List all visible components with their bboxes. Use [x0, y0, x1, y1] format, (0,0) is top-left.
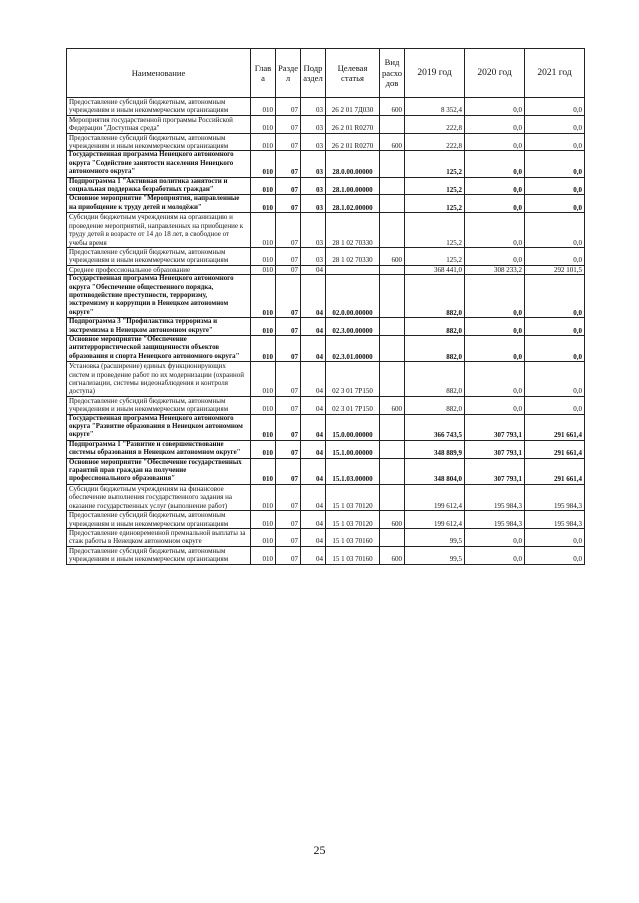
- row-name: Основное мероприятие "Обеспечение государственных гарантий прав граждан на получение профессионального образования": [67, 458, 251, 484]
- table-row: [67, 98, 585, 116]
- row-2021: 291 661,4: [525, 458, 585, 484]
- table-row: [67, 133, 585, 151]
- row-vid: [380, 195, 405, 213]
- row-2019: 348 889,9: [405, 440, 465, 458]
- row-glava: 010: [251, 98, 276, 116]
- header-podrazdel: Подр аздел: [301, 49, 326, 98]
- row-podrazdel: 03: [301, 213, 326, 248]
- row-name: Субсидии бюджетным учреждениям на финансовое обеспечение выполнения государственного задания на оказание государственных услуг (выполнение работ): [67, 484, 251, 510]
- row-podrazdel: 04: [301, 265, 326, 274]
- row-podrazdel: 03: [301, 151, 326, 177]
- row-2019: 8 352,4: [405, 98, 465, 116]
- row-target: 28.0.00.00000: [326, 151, 380, 177]
- row-glava: 010: [251, 133, 276, 151]
- table-row: [67, 213, 585, 248]
- row-target: 28 1 02 70330: [326, 213, 380, 248]
- table-row: [67, 247, 585, 265]
- table-row: [67, 528, 585, 546]
- table-row: [67, 177, 585, 195]
- row-2021: 0,0: [525, 151, 585, 177]
- table-row: [67, 115, 585, 133]
- row-razdel: 07: [276, 195, 301, 213]
- header-vid: Вид расхо дов: [380, 49, 405, 98]
- row-vid: 600: [380, 511, 405, 529]
- row-2020: 0,0: [465, 247, 525, 265]
- row-glava: 010: [251, 151, 276, 177]
- page-number: 25: [313, 843, 326, 857]
- row-2019: 99,5: [405, 546, 465, 564]
- row-2019: 125,2: [405, 151, 465, 177]
- row-podrazdel: 04: [301, 440, 326, 458]
- row-podrazdel: 03: [301, 247, 326, 265]
- row-podrazdel: 04: [301, 414, 326, 440]
- row-2020: 0,0: [465, 195, 525, 213]
- row-2020: 0,0: [465, 335, 525, 361]
- row-2019: 882,0: [405, 318, 465, 336]
- row-vid: [380, 213, 405, 248]
- row-podrazdel: 03: [301, 133, 326, 151]
- row-razdel: 07: [276, 318, 301, 336]
- row-target: 02 3 01 7Р150: [326, 396, 380, 414]
- header-glava: Глав а: [251, 49, 276, 98]
- row-razdel: 07: [276, 213, 301, 248]
- row-2019: 222,8: [405, 133, 465, 151]
- row-razdel: 07: [276, 177, 301, 195]
- table-row: [67, 195, 585, 213]
- row-vid: [380, 265, 405, 274]
- row-podrazdel: 04: [301, 318, 326, 336]
- row-2021: 0,0: [525, 195, 585, 213]
- row-2019: 882,0: [405, 275, 465, 318]
- row-vid: 600: [380, 396, 405, 414]
- row-podrazdel: 04: [301, 335, 326, 361]
- header-2019: 2019 год: [405, 49, 465, 98]
- header-razdel: Разде л: [276, 49, 301, 98]
- row-podrazdel: 04: [301, 275, 326, 318]
- table-row: [67, 362, 585, 397]
- row-2019: 199 612,4: [405, 511, 465, 529]
- row-glava: 010: [251, 213, 276, 248]
- row-vid: [380, 275, 405, 318]
- row-2020: 308 233,2: [465, 265, 525, 274]
- row-2021: 0,0: [525, 275, 585, 318]
- row-vid: [380, 528, 405, 546]
- row-2021: 195 984,3: [525, 484, 585, 510]
- row-name: Предоставление единовременной премиальной выплаты за стаж работы в Ненецком автономном округе: [67, 528, 251, 546]
- row-vid: [380, 151, 405, 177]
- table-body: [67, 98, 585, 565]
- row-target: 15 1 03 70120: [326, 484, 380, 510]
- row-2021: 0,0: [525, 528, 585, 546]
- row-podrazdel: 04: [301, 458, 326, 484]
- row-2021: 0,0: [525, 177, 585, 195]
- row-name: Подпрограмма 3 "Профилактика терроризма и экстремизма в Ненецком автономном округе": [67, 318, 251, 336]
- table-row: [67, 275, 585, 318]
- row-2019: 882,0: [405, 362, 465, 397]
- row-razdel: 07: [276, 265, 301, 274]
- row-glava: 010: [251, 195, 276, 213]
- row-2020: 195 984,3: [465, 511, 525, 529]
- row-2019: 125,2: [405, 195, 465, 213]
- row-target: 28.1.00.00000: [326, 177, 380, 195]
- row-razdel: 07: [276, 414, 301, 440]
- row-razdel: 07: [276, 247, 301, 265]
- row-target: 28.1.02.00000: [326, 195, 380, 213]
- row-name: Подпрограмма 1 "Развитие и совершенствование системы образования в Ненецком автономном округе": [67, 440, 251, 458]
- row-vid: [380, 484, 405, 510]
- header-2021: 2021 год: [525, 49, 585, 98]
- row-2020: 307 793,1: [465, 414, 525, 440]
- row-2021: 291 661,4: [525, 414, 585, 440]
- row-2020: 0,0: [465, 151, 525, 177]
- row-2020: 0,0: [465, 177, 525, 195]
- row-podrazdel: 04: [301, 484, 326, 510]
- row-vid: 600: [380, 98, 405, 116]
- row-name: Предоставление субсидий бюджетным, автономным учреждениям и иным некоммерческим организациям: [67, 546, 251, 564]
- row-podrazdel: 04: [301, 528, 326, 546]
- row-2019: 125,2: [405, 247, 465, 265]
- row-glava: 010: [251, 247, 276, 265]
- table-row: [67, 511, 585, 529]
- row-2021: 0,0: [525, 98, 585, 116]
- row-glava: 010: [251, 177, 276, 195]
- row-2021: 0,0: [525, 247, 585, 265]
- row-2019: 366 743,5: [405, 414, 465, 440]
- row-glava: 010: [251, 265, 276, 274]
- row-name: Основное мероприятие "Обеспечение антитеррористической защищенности объектов образования и спорта Ненецкого автономного округа": [67, 335, 251, 361]
- table-row: [67, 335, 585, 361]
- row-2019: 368 441,0: [405, 265, 465, 274]
- row-2020: 307 793,1: [465, 440, 525, 458]
- row-2020: 0,0: [465, 396, 525, 414]
- header-2020: 2020 год: [465, 49, 525, 98]
- row-target: 15 1 03 70120: [326, 511, 380, 529]
- budget-table: [66, 48, 585, 565]
- row-vid: [380, 362, 405, 397]
- row-podrazdel: 03: [301, 98, 326, 116]
- row-name: Предоставление субсидий бюджетным, автономным учреждениям и иным некоммерческим организациям: [67, 133, 251, 151]
- row-podrazdel: 03: [301, 177, 326, 195]
- row-razdel: 07: [276, 440, 301, 458]
- row-glava: 010: [251, 362, 276, 397]
- row-2020: 0,0: [465, 213, 525, 248]
- header-name: Наименование: [67, 49, 251, 98]
- row-razdel: 07: [276, 275, 301, 318]
- row-target: 15 1 03 70160: [326, 546, 380, 564]
- row-glava: 010: [251, 484, 276, 510]
- table-row: [67, 458, 585, 484]
- row-name: Установка (расширение) единых функционирующих систем и проведение работ по их модернизации (охранной сигнализации, системы видеонаблюдения и контроля доступа): [67, 362, 251, 397]
- row-target: 26 2 01 7Д030: [326, 98, 380, 116]
- row-2021: 195 984,3: [525, 511, 585, 529]
- row-name: Предоставление субсидий бюджетным, автономным учреждениям и иным некоммерческим организациям: [67, 247, 251, 265]
- row-2019: 882,0: [405, 396, 465, 414]
- table-row: [67, 318, 585, 336]
- table-row: [67, 265, 585, 274]
- row-glava: 010: [251, 546, 276, 564]
- row-2020: 0,0: [465, 528, 525, 546]
- table-row: [67, 546, 585, 564]
- row-2021: 292 101,5: [525, 265, 585, 274]
- row-name: Государственная программа Ненецкого автономного округа "Развитие образования в Ненецком автономном округе": [67, 414, 251, 440]
- row-podrazdel: 04: [301, 396, 326, 414]
- row-name: Подпрограмма 1 "Активная политика занятости и социальная поддержка безработных граждан": [67, 177, 251, 195]
- row-name: Предоставление субсидий бюджетным, автономным учреждениям и иным некоммерческим организациям: [67, 98, 251, 116]
- row-2019: 125,2: [405, 177, 465, 195]
- row-razdel: 07: [276, 362, 301, 397]
- row-2021: 0,0: [525, 362, 585, 397]
- row-2019: 222,8: [405, 115, 465, 133]
- row-podrazdel: 04: [301, 511, 326, 529]
- row-glava: 010: [251, 528, 276, 546]
- row-2019: 348 804,0: [405, 458, 465, 484]
- row-vid: 600: [380, 247, 405, 265]
- row-razdel: 07: [276, 511, 301, 529]
- row-2020: 195 984,3: [465, 484, 525, 510]
- row-vid: [380, 177, 405, 195]
- row-name: Предоставление субсидий бюджетным, автономным учреждениям и иным некоммерческим организациям: [67, 396, 251, 414]
- row-target: [326, 265, 380, 274]
- row-2019: 125,2: [405, 213, 465, 248]
- row-glava: 010: [251, 115, 276, 133]
- row-razdel: 07: [276, 546, 301, 564]
- row-razdel: 07: [276, 151, 301, 177]
- row-vid: 600: [380, 133, 405, 151]
- row-target: 26 2 01 R0270: [326, 115, 380, 133]
- row-name: Государственная программа Ненецкого автономного округа "Обеспечение общественного порядка, противодействие преступности, терроризму, экстремизму и коррупции в Ненецком автономном округе": [67, 275, 251, 318]
- row-glava: 010: [251, 440, 276, 458]
- row-razdel: 07: [276, 335, 301, 361]
- row-2020: 0,0: [465, 275, 525, 318]
- row-target: 28 1 02 70330: [326, 247, 380, 265]
- row-vid: [380, 115, 405, 133]
- row-2020: 307 793,1: [465, 458, 525, 484]
- row-name: Основное мероприятие "Мероприятия, направленные на приобщение к труду детей и молодёжи": [67, 195, 251, 213]
- row-2019: 882,0: [405, 335, 465, 361]
- row-razdel: 07: [276, 458, 301, 484]
- row-glava: 010: [251, 318, 276, 336]
- row-2021: 0,0: [525, 318, 585, 336]
- row-2021: 0,0: [525, 546, 585, 564]
- table-row: [67, 414, 585, 440]
- row-2020: 0,0: [465, 318, 525, 336]
- row-podrazdel: 03: [301, 195, 326, 213]
- row-2020: 0,0: [465, 546, 525, 564]
- row-podrazdel: 03: [301, 115, 326, 133]
- row-razdel: 07: [276, 484, 301, 510]
- table-row: [67, 151, 585, 177]
- table-row: [67, 396, 585, 414]
- row-vid: [380, 440, 405, 458]
- row-target: 02.3.01.00000: [326, 335, 380, 361]
- row-name: Субсидии бюджетным учреждениям на организацию и проведение мероприятий, направленных на приобщение к труду детей в возрасте от 14 до 18 лет, в свободное от учебы время: [67, 213, 251, 248]
- table-header-row: [67, 49, 585, 98]
- row-glava: 010: [251, 275, 276, 318]
- row-name: Мероприятия государственной программы Российской Федерации "Доступная среда": [67, 115, 251, 133]
- table-row: [67, 484, 585, 510]
- row-2021: 0,0: [525, 213, 585, 248]
- row-2020: 0,0: [465, 115, 525, 133]
- row-target: 15.1.03.00000: [326, 458, 380, 484]
- row-razdel: 07: [276, 528, 301, 546]
- row-name: Государственная программа Ненецкого автономного округа "Содействие занятости населения Ненецкого автономного округа": [67, 151, 251, 177]
- row-2021: 0,0: [525, 133, 585, 151]
- row-razdel: 07: [276, 133, 301, 151]
- row-2021: 0,0: [525, 115, 585, 133]
- row-target: 15.1.00.00000: [326, 440, 380, 458]
- row-2021: 291 661,4: [525, 440, 585, 458]
- row-2020: 0,0: [465, 98, 525, 116]
- row-razdel: 07: [276, 98, 301, 116]
- row-target: 15.0.00.00000: [326, 414, 380, 440]
- row-vid: [380, 458, 405, 484]
- row-vid: [380, 318, 405, 336]
- row-target: 15 1 03 70160: [326, 528, 380, 546]
- row-name: Среднее профессиональное образование: [67, 265, 251, 274]
- row-podrazdel: 04: [301, 362, 326, 397]
- row-glava: 010: [251, 335, 276, 361]
- row-2020: 0,0: [465, 133, 525, 151]
- row-vid: 600: [380, 546, 405, 564]
- row-vid: [380, 335, 405, 361]
- row-2021: 0,0: [525, 335, 585, 361]
- header-target: Целевая статья: [326, 49, 380, 98]
- table-row: [67, 440, 585, 458]
- row-2020: 0,0: [465, 362, 525, 397]
- row-2019: 99,5: [405, 528, 465, 546]
- row-razdel: 07: [276, 396, 301, 414]
- row-razdel: 07: [276, 115, 301, 133]
- row-vid: [380, 414, 405, 440]
- row-2019: 199 612,4: [405, 484, 465, 510]
- row-podrazdel: 04: [301, 546, 326, 564]
- row-2021: 0,0: [525, 396, 585, 414]
- row-glava: 010: [251, 511, 276, 529]
- row-glava: 010: [251, 458, 276, 484]
- row-name: Предоставление субсидий бюджетным, автономным учреждениям и иным некоммерческим организациям: [67, 511, 251, 529]
- row-target: 02 3 01 7Р150: [326, 362, 380, 397]
- row-glava: 010: [251, 396, 276, 414]
- row-glava: 010: [251, 414, 276, 440]
- row-target: 02.3.00.00000: [326, 318, 380, 336]
- row-target: 26 2 01 R0270: [326, 133, 380, 151]
- row-target: 02.0.00.00000: [326, 275, 380, 318]
